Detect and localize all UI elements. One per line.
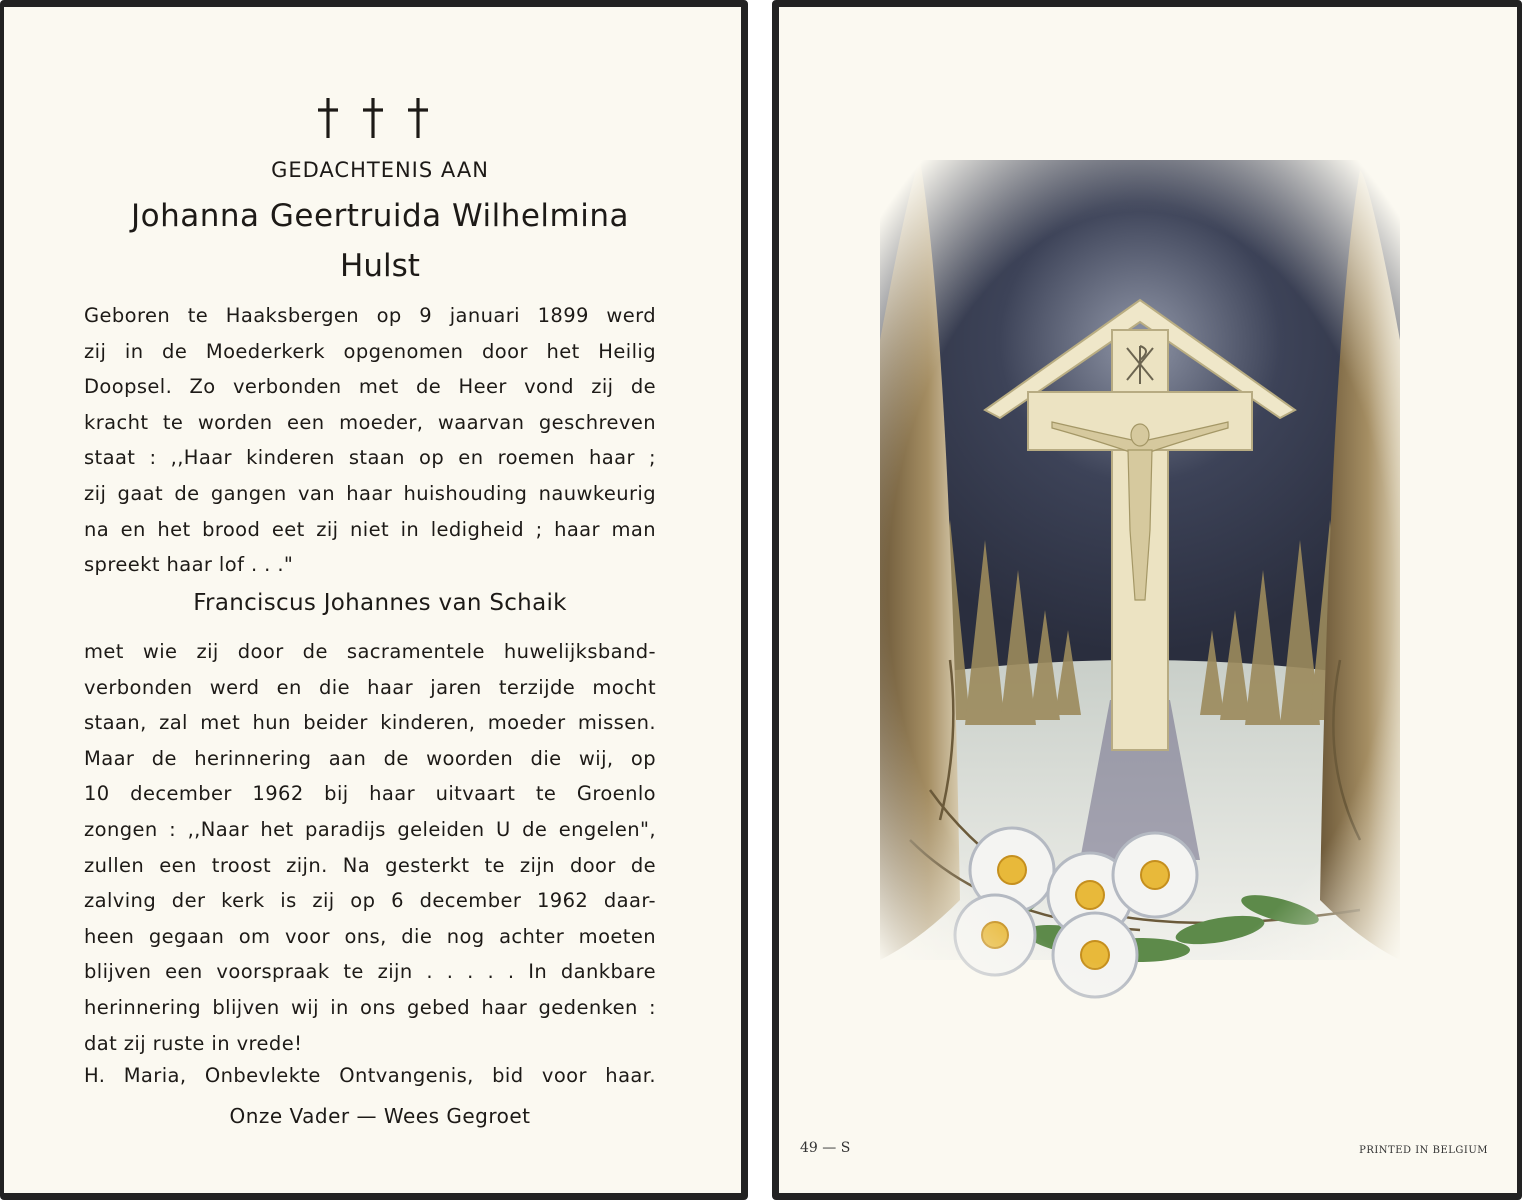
deceased-name-line1: Johanna Geertruida Wilhelmina [131, 198, 629, 234]
paragraph-line: 10 december 1962 bij haar uitvaart te Groenlo [84, 782, 656, 806]
paragraph-line: met wie zij door de sacramentele huwelijksband- [84, 640, 656, 663]
paragraph-line: spreekt haar lof . . ." [84, 553, 294, 577]
paragraph-line: zij in de Moederkerk opgenomen door het Heilig [84, 339, 656, 363]
prayer-closing: Onze Vader — Wees Gegroet [229, 1104, 531, 1128]
paragraph-line: Maar de herinnering aan de woorden die wij, op [84, 746, 656, 770]
paragraph-line: zalving der kerk is zij op 6 december 1962 daar- [84, 889, 656, 913]
paragraph-line: blijven een voorspraak te zijn . . . . . In dankbare [84, 960, 656, 984]
paragraph-line: staan, zal met hun beider kinderen, moeder missen. [84, 711, 656, 735]
memorial-heading: GEDACHTENIS AAN [271, 158, 489, 182]
paragraph-line: verbonden werd en die haar jaren terzijde mocht [84, 675, 656, 699]
card-code: 49 — S [800, 1140, 851, 1156]
crucifix-illustration [840, 140, 1440, 1040]
prayer-line: H. Maria, Onbevlekte Ontvangenis, bid voor haar. [84, 1064, 656, 1087]
paragraph-line: zij gaat de gangen van haar huishouding nauwkeurig [84, 481, 656, 505]
biography-paragraph [84, 298, 656, 583]
paragraph-line: Geboren te Haaksbergen op 9 januari 1899 werd [84, 304, 656, 327]
printer-note: PRINTED IN BELGIUM [1359, 1145, 1488, 1156]
three-crosses-icon [310, 96, 440, 140]
paragraph-line: zullen een troost zijn. Na gesterkt te zijn door de [84, 853, 656, 877]
paragraph-line: staat : ,,Haar kinderen staan op en roemen haar ; [84, 446, 656, 470]
paragraph-line: dat zij ruste in vrede! [84, 1031, 303, 1055]
paragraph-line: kracht te worden een moeder, waarvan geschreven [84, 410, 656, 434]
remembrance-paragraph [84, 634, 656, 1061]
husband-name: Franciscus Johannes van Schaik [193, 590, 567, 616]
paragraph-line: zongen : ,,Naar het paradijs geleiden U de engelen", [84, 817, 656, 841]
paragraph-line: herinnering blijven wij in ons gebed haar gedenken : [84, 995, 656, 1019]
paragraph-line: Doopsel. Zo verbonden met de Heer vond zij de [84, 375, 656, 399]
paragraph-line: na en het brood eet zij niet in ledigheid ; haar man [84, 517, 656, 541]
deceased-name-line2: Hulst [340, 248, 420, 284]
paragraph-line: heen gegaan om voor ons, die nog achter moeten [84, 924, 656, 948]
